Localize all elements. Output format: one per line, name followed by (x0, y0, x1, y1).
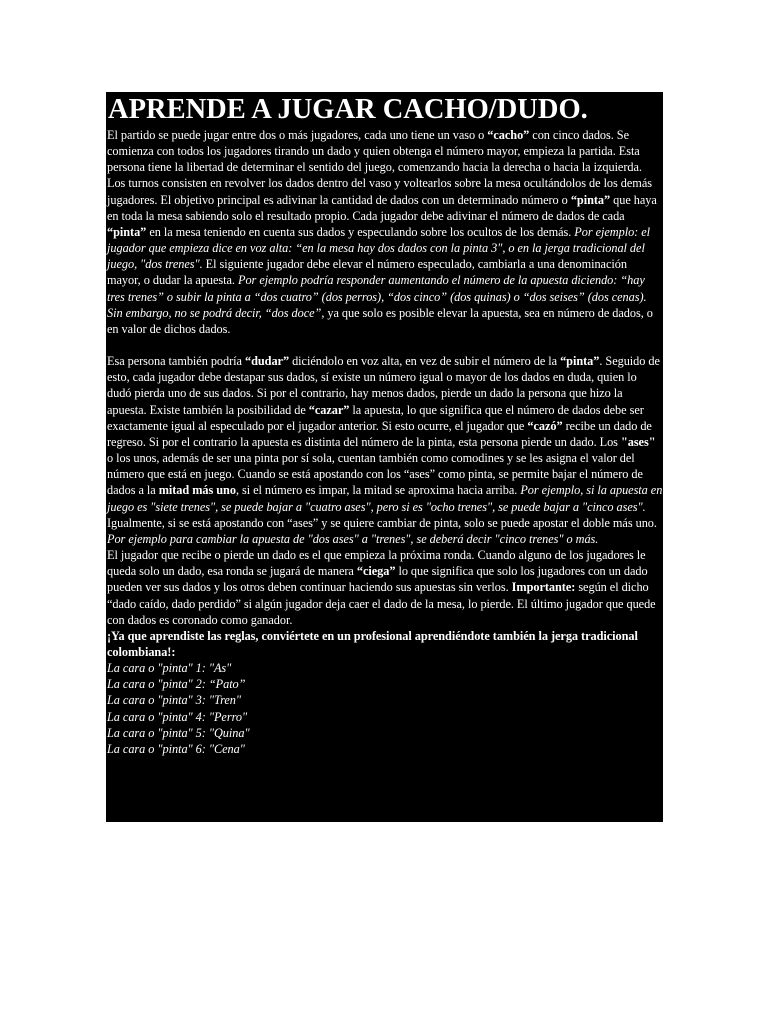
document-body (107, 127, 663, 757)
example-text: Por ejemplo para cambiar la apuesta de "dos ases" a "trenes", se deberá decir "cinco trenes" o más. (107, 531, 599, 546)
text: , si el número es impar, la mitad se aproxima hacia arriba. (235, 483, 521, 498)
term-mitad-mas-uno: mitad más uno (158, 483, 236, 498)
example-text: Por ejemplo, si la apuesta en juego es "siete trenes", se puede bajar a "cuatro ases", pero si es "ocho trenes", se puede bajar a "cinco ases". (107, 483, 663, 514)
document-page (106, 92, 663, 822)
document-title: APRENDE A JUGAR CACHO/DUDO. (108, 94, 588, 125)
text: la apuesta, lo que significa que el número de dados debe ser exactamente igual al especulado por el jugador anterior. Si esto ocurre, el jugador que (107, 402, 644, 433)
list-item: La cara o "pinta" 1: "As" (107, 661, 232, 676)
term-pinta: “pinta” (560, 354, 600, 369)
list-item: La cara o "pinta" 4: "Perro" (107, 709, 248, 724)
text: recibe un dado de regreso. Si por el contrario la apuesta es distinta del número de la pinta, esta persona pierde un dado. Los (107, 418, 652, 449)
list-item: La cara o "pinta" 6: "Cena" (107, 741, 245, 756)
paragraph-rules-intro (107, 127, 663, 337)
text: Esa persona también podría (107, 354, 245, 369)
text: según el dicho “dado caído, dado perdido” si algún jugador deja caer el dado de la mesa, lo pierde. El último jugador que quede con dados es coronado como ganador. (107, 580, 656, 627)
list-item: La cara o "pinta" 5: "Quina" (107, 725, 250, 740)
text: o los unos, además de ser una pinta por sí sola, cuentan también como comodines y se les asigna el valor del número que está en juego. Cuando se está apostando con los “ases” como pinta, se permite bajar el número de dados a la (107, 451, 643, 498)
paragraph-ronda (107, 547, 663, 628)
paragraph-dudar (107, 353, 663, 547)
example-text: Por ejemplo: el jugador que empieza dice en voz alta: “en la mesa hay dos dados con la pinta 3", o en la jerga tradicional del juego, "dos trenes". (107, 224, 651, 272)
term-pinta: “pinta” (570, 192, 611, 207)
text: El partido se puede jugar entre dos o más jugadores, cada uno tiene un vaso o (107, 128, 488, 142)
paragraph-spacer (107, 337, 663, 353)
list-item: La cara o "pinta" 2: “Pato” (107, 677, 246, 692)
term-cacho: “cacho” (487, 128, 530, 142)
text: en la mesa teniendo en cuenta sus dados y especulando sobre los ocultos de los demás. (146, 224, 575, 239)
term-dudar: “dudar” (244, 354, 290, 369)
text: diciéndolo en voz alta, en vez de subir el número de la (289, 354, 561, 369)
term-ciega: “ciega” (356, 564, 396, 579)
term-cazar: “cazar” (308, 402, 350, 417)
text: , ya que solo es posible elevar la apuesta, sea en número de dados, o en valor de dichos dados. (107, 305, 653, 336)
example-text: Por ejemplo podría responder aumentando el número de la apuesta diciendo: “hay tres trenes” o subir la pinta a “dos cuatro” (dos perros), “dos cinco” (dos quinas) o “dos seises” (dos cenas). Sin embargo, no se podrá decir, “dos doce” (107, 273, 647, 320)
jerga-heading: ¡Ya que aprendiste las reglas, conviértete en un profesional aprendiéndote también la jerga tradicional colombiana!: (107, 628, 638, 659)
text: El jugador que recibe o pierde un dado es el que empieza la próxima ronda. Cuando alguno de los jugadores le queda solo un dado, esa ronda se jugará de manera (107, 548, 646, 579)
text: con cinco dados. Se comienza con todos los jugadores tirando un dado y quien obtenga el número mayor, empieza la partida. Esta persona tiene la libertad de determinar el sentido del juego, comenzando hacia la derecha o hacia la izquierda. Los turnos consisten en revolver los dados dentro del vaso y voltearlos sobre la mesa ocultándolos de los demás jugadores. El objetivo principal es adivinar la cantidad de dados con un determinado número o (107, 128, 652, 207)
term-importante: Importante: (511, 580, 576, 595)
term-ases: "ases" (620, 434, 656, 449)
text: Igualmente, si se está apostando con “ases” y se quiere cambiar de pinta, solo se puede apostar el doble más uno. (107, 515, 657, 530)
faces-list (107, 660, 663, 757)
term-pinta: “pinta” (107, 224, 147, 239)
text: que haya en toda la mesa sabiendo solo el resultado propio. Cada jugador debe adivinar el número de dados de cada (107, 192, 657, 223)
term-cazo: “cazó” (527, 418, 563, 433)
text: El siguiente jugador debe elevar el número especulado, cambiarla a una denominación mayor, o dudar la apuesta. (107, 257, 627, 288)
text: . Seguido de esto, cada jugador debe destapar sus dados, sí existe un número igual o mayor de los dados en duda, quien lo dudó pierda uno de sus dados. Si por el contrario, hay menos dados, pierde un dado la persona que hizo la apuesta. Existe también la posibilidad de (107, 354, 660, 417)
text: lo que significa que solo los jugadores con un dado pueden ver sus dados y los otros deben continuar haciendo sus apuestas sin verlos. (107, 564, 648, 595)
list-item: La cara o "pinta" 3: "Tren" (107, 693, 241, 708)
